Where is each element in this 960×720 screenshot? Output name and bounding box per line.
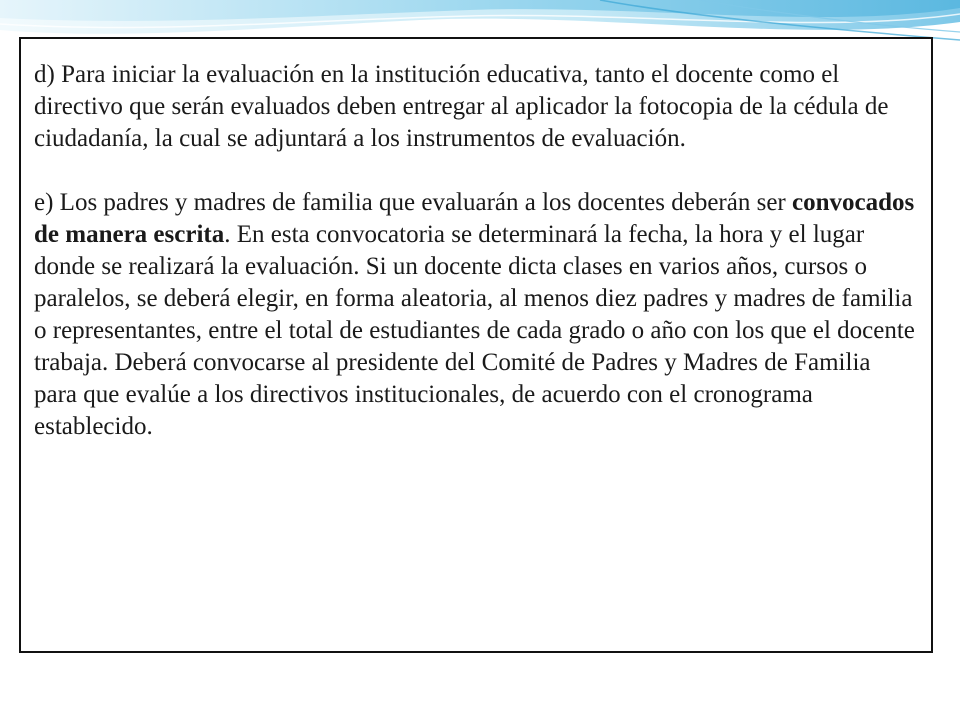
paragraph-d: d) Para iniciar la evaluación en la institución educativa, tanto el docente como el directivo que serán evaluados deben entregar al aplicador la fotocopia de la cédula de ciudadanía, la cual se adjuntará a los instrumentos de evaluación. bbox=[34, 61, 889, 152]
paragraph-e-text-end: . En esta convocatoria se determinará la fecha, la hora y el lugar donde se realizará la evaluación. Si un docente dicta clases en varios años, cursos o paralelos, se deberá elegir, en forma aleatoria, al menos diez padres y madres de familia o representantes, entre el total de estudiantes de cada grado o año con los que el docente trabaja. Deberá convocarse al presidente del Comité de Padres y Madres de Familia para que evalúe a los directivos institucionales, de acuerdo con el cronograma establecido. bbox=[34, 221, 915, 440]
paragraph-e-text-start: e) Los padres y madres de familia que evaluarán a los docentes deberán ser bbox=[34, 189, 793, 216]
content-box bbox=[19, 37, 933, 653]
paragraph-e-bold-text: convocados de manera escrita bbox=[34, 189, 915, 248]
paragraph-e bbox=[34, 187, 919, 443]
